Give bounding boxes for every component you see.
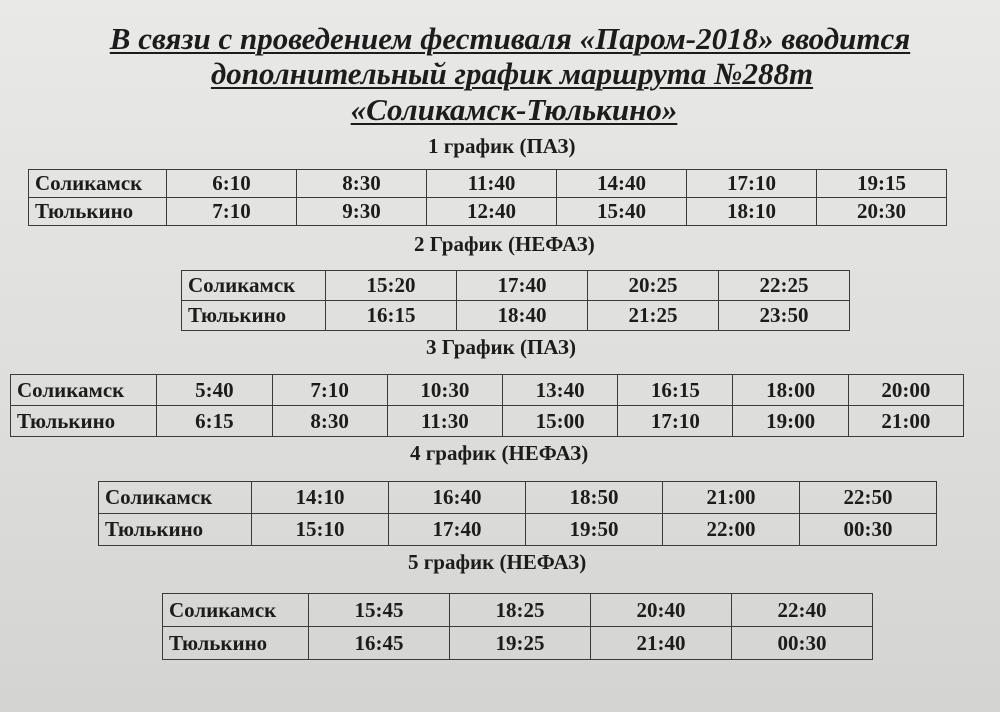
arrival-time: 16:45 <box>309 627 450 660</box>
arrival-time: 15:40 <box>557 198 687 226</box>
schedule-5-table <box>162 593 873 660</box>
table-row <box>29 198 947 226</box>
arrival-time: 19:50 <box>526 514 663 546</box>
departure-time: 22:40 <box>732 594 873 627</box>
stop-name: Тюлькино <box>29 198 167 226</box>
arrival-time: 19:25 <box>450 627 591 660</box>
departure-time: 5:40 <box>157 375 272 406</box>
schedule-2-table <box>181 270 850 331</box>
departure-time: 16:40 <box>389 482 526 514</box>
departure-time: 18:50 <box>526 482 663 514</box>
departure-time: 13:40 <box>503 375 618 406</box>
arrival-time: 6:15 <box>157 406 272 437</box>
departure-time: 6:10 <box>167 170 297 198</box>
departure-time: 17:40 <box>457 271 588 301</box>
departure-time: 16:15 <box>618 375 733 406</box>
departure-time: 19:15 <box>817 170 947 198</box>
departure-time: 8:30 <box>297 170 427 198</box>
departure-time: 17:10 <box>687 170 817 198</box>
arrival-time: 21:25 <box>588 301 719 331</box>
arrival-time: 18:40 <box>457 301 588 331</box>
departure-time: 20:25 <box>588 271 719 301</box>
arrival-time: 15:10 <box>252 514 389 546</box>
arrival-time: 8:30 <box>272 406 387 437</box>
arrival-time: 23:50 <box>719 301 850 331</box>
departure-time: 20:00 <box>848 375 963 406</box>
arrival-time: 21:40 <box>591 627 732 660</box>
table-row <box>182 301 850 331</box>
departure-time: 18:25 <box>450 594 591 627</box>
arrival-time: 16:15 <box>326 301 457 331</box>
table-row <box>99 482 937 514</box>
table-row <box>163 594 873 627</box>
departure-time: 20:40 <box>591 594 732 627</box>
schedule-3-table <box>10 374 964 437</box>
arrival-time: 17:40 <box>389 514 526 546</box>
arrival-time: 00:30 <box>800 514 937 546</box>
table-row <box>11 375 964 406</box>
stop-name: Соликамск <box>11 375 157 406</box>
arrival-time: 20:30 <box>817 198 947 226</box>
schedule-1-label: 1 график (ПАЗ) <box>428 134 576 158</box>
table-row <box>99 514 937 546</box>
table-row <box>11 406 964 437</box>
stop-name: Тюлькино <box>182 301 326 331</box>
arrival-time: 22:00 <box>663 514 800 546</box>
schedule-1-table <box>28 169 947 226</box>
schedule-5-label: 5 график (НЕФАЗ) <box>408 550 587 574</box>
arrival-time: 7:10 <box>167 198 297 226</box>
arrival-time: 9:30 <box>297 198 427 226</box>
arrival-time: 18:10 <box>687 198 817 226</box>
departure-time: 14:10 <box>252 482 389 514</box>
schedule-4-label: 4 график (НЕФАЗ) <box>410 441 589 465</box>
schedule-4-table <box>98 481 937 546</box>
stop-name: Соликамск <box>182 271 326 301</box>
table-row <box>163 627 873 660</box>
departure-time: 14:40 <box>557 170 687 198</box>
departure-time: 11:40 <box>427 170 557 198</box>
heading-line-1: В связи с проведением фестиваля «Паром-2018» вводится <box>109 21 911 56</box>
departure-time: 18:00 <box>733 375 848 406</box>
departure-time: 22:50 <box>800 482 937 514</box>
schedule-2-label: 2 График (НЕФАЗ) <box>414 232 595 256</box>
arrival-time: 11:30 <box>387 406 502 437</box>
table-row <box>29 170 947 198</box>
stop-name: Соликамск <box>99 482 252 514</box>
stop-name: Тюлькино <box>163 627 309 660</box>
arrival-time: 12:40 <box>427 198 557 226</box>
schedule-3-label: 3 График (ПАЗ) <box>426 335 576 359</box>
heading-line-3: «Соликамск-Тюлькино» <box>350 92 678 127</box>
departure-time: 15:45 <box>309 594 450 627</box>
departure-time: 7:10 <box>272 375 387 406</box>
departure-time: 21:00 <box>663 482 800 514</box>
arrival-time: 19:00 <box>733 406 848 437</box>
stop-name: Тюлькино <box>99 514 252 546</box>
stop-name: Тюлькино <box>11 406 157 437</box>
departure-time: 22:25 <box>719 271 850 301</box>
arrival-time: 21:00 <box>848 406 963 437</box>
arrival-time: 15:00 <box>503 406 618 437</box>
heading-line-2: дополнительный график маршрута №288т <box>210 56 814 91</box>
arrival-time: 00:30 <box>732 627 873 660</box>
departure-time: 10:30 <box>387 375 502 406</box>
departure-time: 15:20 <box>326 271 457 301</box>
stop-name: Соликамск <box>29 170 167 198</box>
table-row <box>182 271 850 301</box>
stop-name: Соликамск <box>163 594 309 627</box>
arrival-time: 17:10 <box>618 406 733 437</box>
